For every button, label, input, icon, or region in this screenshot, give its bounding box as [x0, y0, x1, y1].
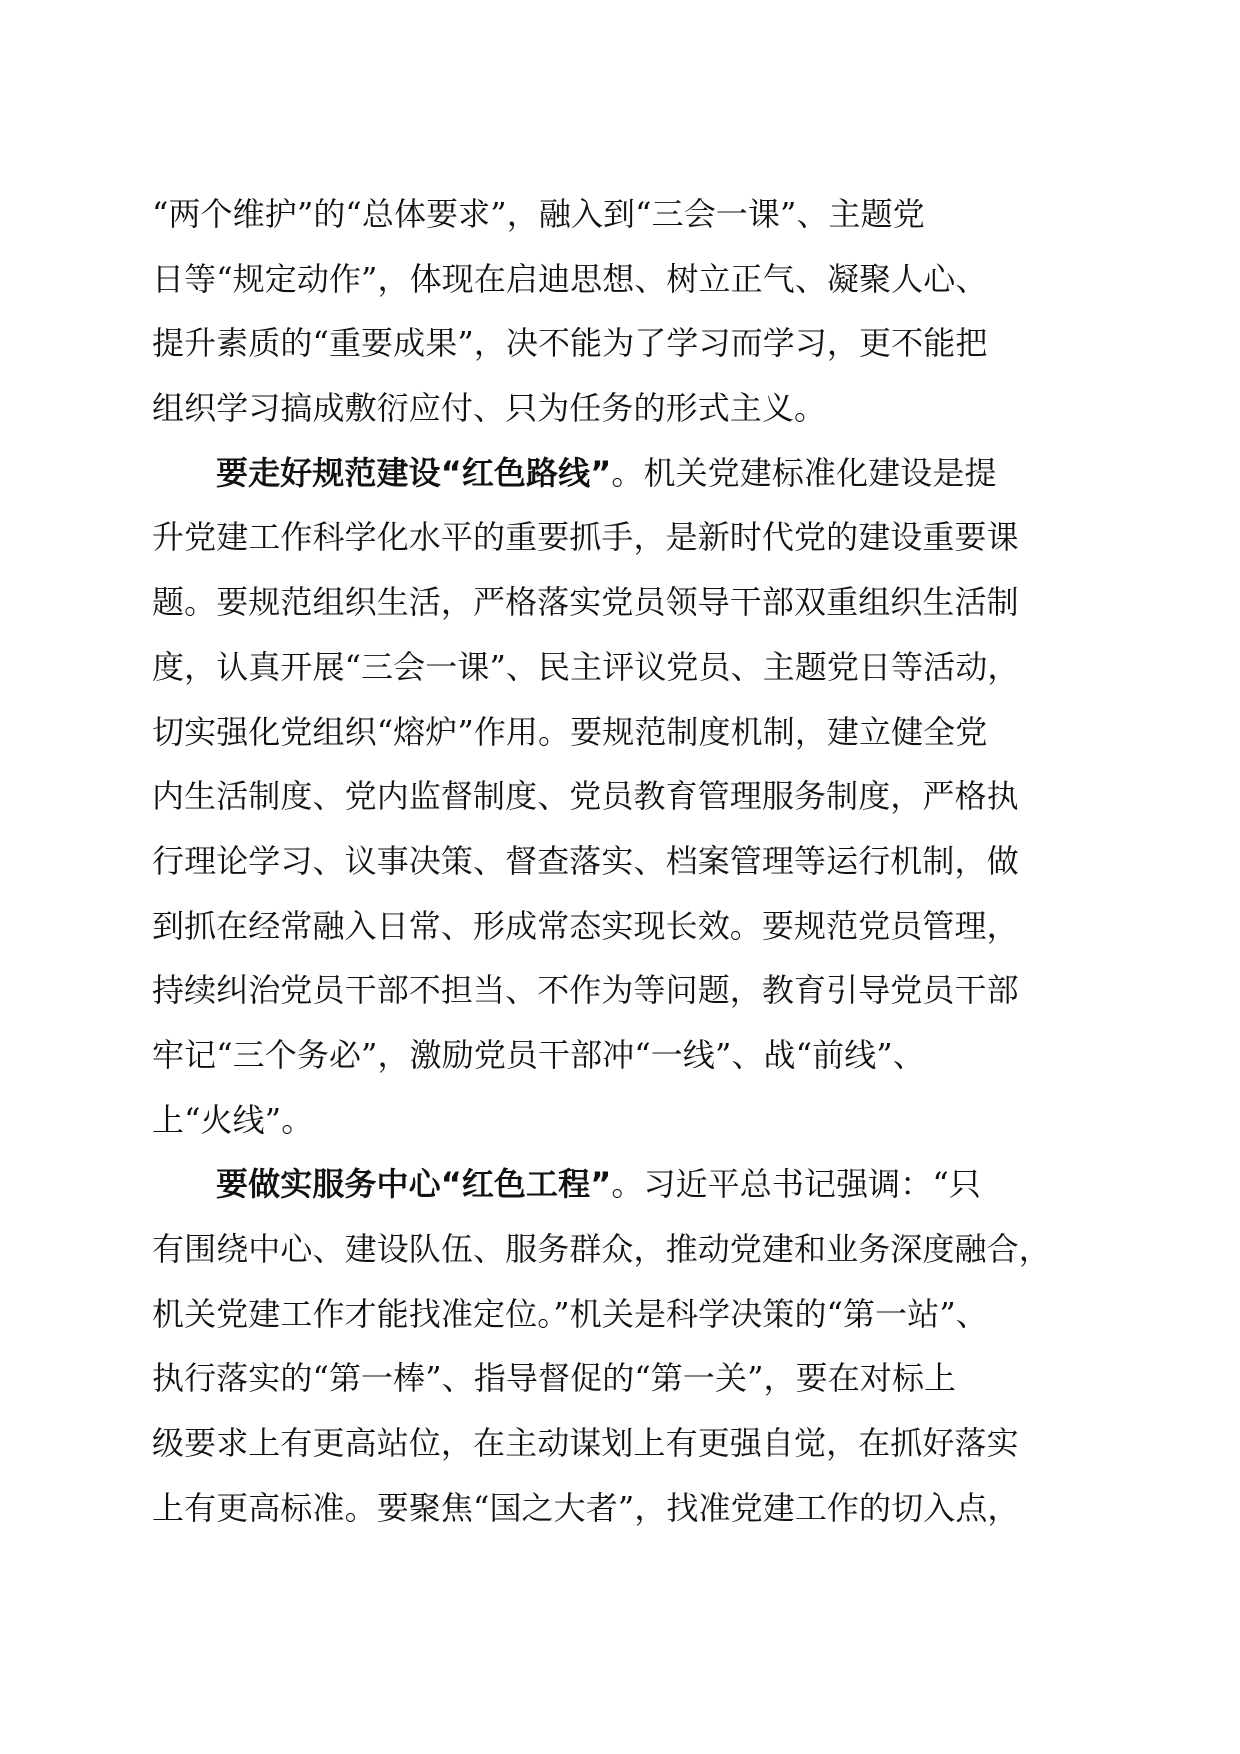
- text-line: 机关党建工作才能找准定位。”机关是科学决策的“第一站”、: [152, 1294, 988, 1333]
- text-line: 有围绕中心、建设队伍、服务群众，推动党建和业务深度融合，: [152, 1230, 1051, 1268]
- text-line: 上“火线”。: [152, 1100, 314, 1139]
- paragraph-3: [152, 1152, 1092, 1540]
- section-heading: 要走好规范建设“红色路线”: [216, 453, 612, 492]
- text-line: 度，认真开展“三会一课”、民主评议党员、主题党日等活动，: [152, 647, 1020, 686]
- section-heading: 要做实服务中心“红色工程”: [216, 1165, 612, 1204]
- text-line: 执行落实的“第一棒”、指导督促的“第一关”，要在对标上: [152, 1359, 957, 1398]
- text-line: “两个维护”的“总体要求”，融入到“三会一课”、主题党: [152, 195, 925, 233]
- text-line: 切实强化党组织“熔炉”作用。要规范制度机制，建立健全党: [152, 712, 988, 751]
- text-run: 。习近平总书记强调：“只: [611, 1165, 981, 1204]
- text-line: 到抓在经常融入日常、形成常态实现长效。要规范党员管理，: [152, 906, 1019, 945]
- text-line: 级要求上有更高站位，在主动谋划上有更强自觉，在抓好落实: [152, 1424, 1019, 1463]
- text-line: 内生活制度、党内监督制度、党员教育管理服务制度，严格执: [152, 777, 1019, 816]
- text-line: 提升素质的“重要成果”，决不能为了学习而学习，更不能把: [152, 324, 988, 363]
- text-line: 行理论学习、议事决策、督查落实、档案管理等运行机制，做: [152, 841, 1019, 880]
- text-line: 题。要规范组织生活，严格落实党员领导干部双重组织生活制: [152, 583, 1019, 622]
- paragraph-first-line: [152, 1152, 1092, 1217]
- text-line: 持续纠治党员干部不担当、不作为等问题，教育引导党员干部: [152, 971, 1019, 1010]
- text-line: 升党建工作科学化水平的重要抓手，是新时代党的建设重要课: [152, 518, 1019, 557]
- text-line: 上有更高标准。要聚焦“国之大者”，找准党建工作的切入点，: [152, 1488, 1020, 1527]
- document-body: [152, 182, 1092, 1540]
- paragraph-2: [152, 441, 1092, 1153]
- paragraph-1: [152, 182, 1092, 441]
- text-line: 日等“规定动作”，体现在启迪思想、树立正气、凝聚人心、: [152, 259, 988, 298]
- paragraph-first-line: [152, 441, 1092, 506]
- text-run: 。机关党建标准化建设是提: [611, 453, 997, 492]
- text-line: 组织学习搞成敷衍应付、只为任务的形式主义。: [152, 389, 827, 428]
- text-line: 牢记“三个务必”，激励党员干部冲“一线”、战“前线”、: [152, 1035, 925, 1074]
